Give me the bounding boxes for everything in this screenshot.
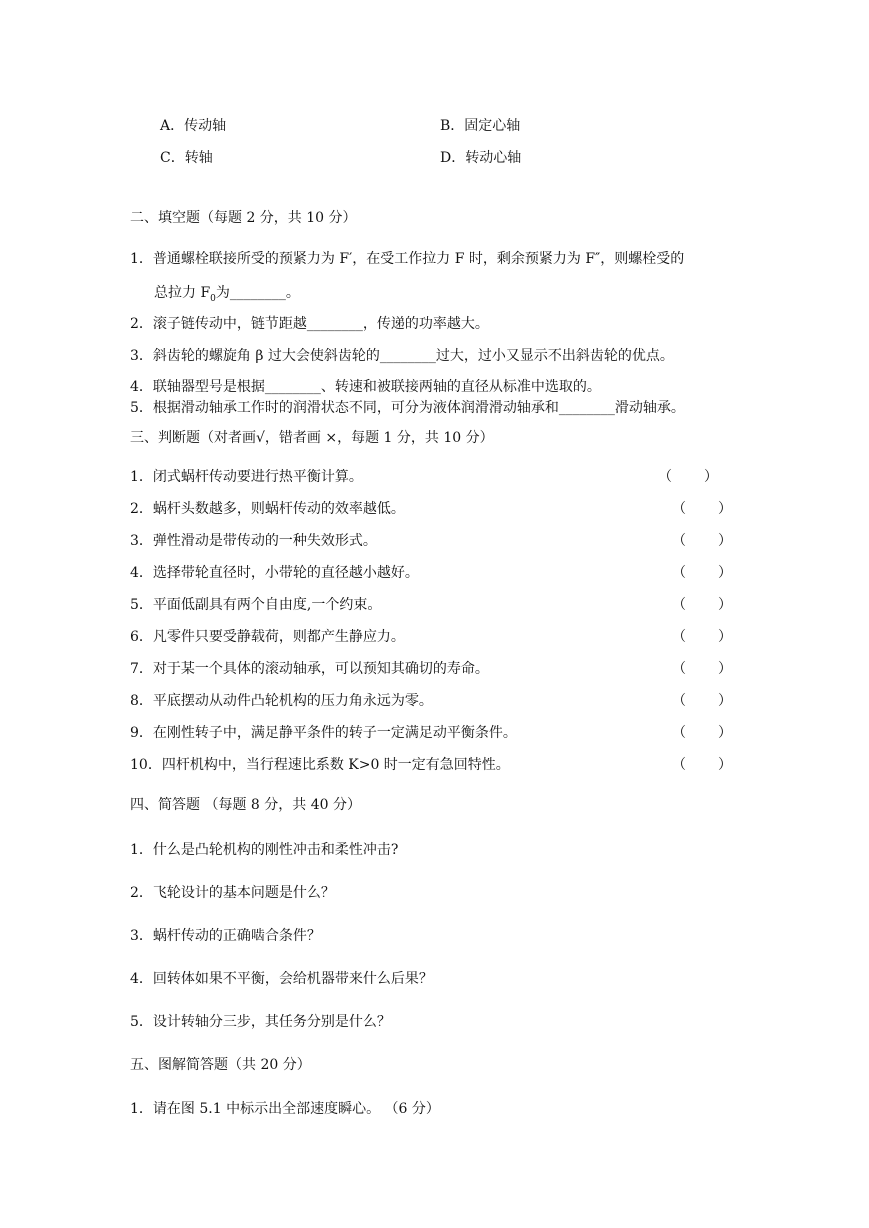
judge-heading: 三、判断题（对者画√，错者画 ×，每题 1 分，共 10 分）	[130, 430, 494, 446]
judge-item-3: 3．弹性滑动是带传动的一种失效形式。	[130, 533, 377, 549]
judge-item-1: 1．闭式蜗杆传动要进行热平衡计算。	[130, 469, 363, 485]
short-item-3: 3．蜗杆传动的正确啮合条件？	[130, 928, 321, 944]
judge-item-8: 8．平底摆动从动件凸轮机构的压力角永远为零。	[130, 693, 433, 709]
fill-q3: 3．斜齿轮的螺旋角 β 过大会使斜齿轮的________过大，过小又显示不出斜齿轮的优点。	[130, 348, 674, 364]
fill-q1-line2-post: 为________。	[215, 285, 300, 301]
fill-q1-subscript: 0	[210, 293, 216, 304]
paren-close: ）	[718, 629, 732, 645]
fill-q4: 4．联轴器型号是根据________、转速和被联接两轴的直径从标准中选取的。	[130, 379, 601, 395]
answer-bracket-4[interactable]	[672, 563, 732, 583]
judge-item-9: 9．在刚性转子中，满足静平条件的转子一定满足动平衡条件。	[130, 725, 517, 741]
choice-a: A．传动轴	[160, 118, 227, 134]
paren-open: （	[672, 693, 686, 709]
answer-bracket-3[interactable]	[672, 531, 732, 551]
paren-open: （	[672, 565, 686, 581]
answer-bracket-10[interactable]	[672, 755, 732, 775]
judge-item-10: 10．四杆机构中，当行程速比系数 K>0 时一定有急回特性。	[130, 757, 510, 773]
paren-close: ）	[718, 501, 732, 517]
fill-q2: 2．滚子链传动中，链节距越________，传递的功率越大。	[130, 316, 489, 332]
paren-close: ）	[718, 757, 732, 773]
short-item-4: 4．回转体如果不平衡，会给机器带来什么后果？	[130, 971, 433, 987]
choice-b: B．固定心轴	[440, 118, 521, 134]
short-item-1: 1．什么是凸轮机构的刚性冲击和柔性冲击?	[130, 842, 399, 858]
paren-close: ）	[718, 565, 732, 581]
answer-bracket-6[interactable]	[672, 627, 732, 647]
paren-close: ）	[718, 661, 732, 677]
fill-heading: 二、填空题（每题 2 分，共 10 分）	[130, 210, 357, 226]
diagram-heading: 五、图解简答题（共 20 分）	[130, 1057, 311, 1073]
paren-close: ）	[718, 597, 732, 613]
judge-item-5: 5．平面低副具有两个自由度,一个约束。	[130, 597, 382, 613]
paren-open: （	[658, 469, 672, 485]
fill-q5: 5．根据滑动轴承工作时的润滑状态不同，可分为液体润滑滑动轴承和________滑动轴承。	[130, 400, 685, 416]
diagram-q1: 1．请在图 5.1 中标示出全部速度瞬心。 （6 分）	[130, 1101, 440, 1117]
judge-item-6: 6．凡零件只要受静载荷，则都产生静应力。	[130, 629, 405, 645]
fill-q1-line2	[154, 283, 300, 309]
answer-bracket-7[interactable]	[672, 659, 732, 679]
answer-bracket-8[interactable]	[672, 691, 732, 711]
short-heading: 四、简答题 （每题 8 分，共 40 分）	[130, 797, 361, 813]
paren-close: ）	[718, 693, 732, 709]
paren-open: （	[672, 661, 686, 677]
answer-bracket-2[interactable]	[672, 499, 732, 519]
answer-bracket-1[interactable]	[658, 467, 718, 487]
paren-open: （	[672, 501, 686, 517]
answer-bracket-5[interactable]	[672, 595, 732, 615]
paren-open: （	[672, 597, 686, 613]
answer-bracket-9[interactable]	[672, 723, 732, 743]
paren-open: （	[672, 533, 686, 549]
paren-open: （	[672, 757, 686, 773]
paren-close: ）	[704, 469, 718, 485]
paren-close: ）	[718, 533, 732, 549]
short-item-2: 2．飞轮设计的基本问题是什么？	[130, 885, 335, 901]
judge-item-4: 4．选择带轮直径时，小带轮的直径越小越好。	[130, 565, 419, 581]
paren-close: ）	[718, 725, 732, 741]
short-item-5: 5．设计转轴分三步，其任务分别是什么？	[130, 1014, 391, 1030]
paren-open: （	[672, 725, 686, 741]
fill-q1-line1: 1．普通螺栓联接所受的预紧力为 F′，在受工作拉力 F 时，剩余预紧力为 F″，则螺栓受的	[130, 251, 685, 267]
paren-open: （	[672, 629, 686, 645]
choice-c: C．转轴	[160, 150, 213, 166]
choice-d: D．转动心轴	[440, 150, 522, 166]
judge-item-7: 7．对于某一个具体的滚动轴承，可以预知其确切的寿命。	[130, 661, 489, 677]
judge-item-2: 2．蜗杆头数越多，则蜗杆传动的效率越低。	[130, 501, 405, 517]
fill-q1-line2-pre: 总拉力 F	[154, 285, 211, 301]
